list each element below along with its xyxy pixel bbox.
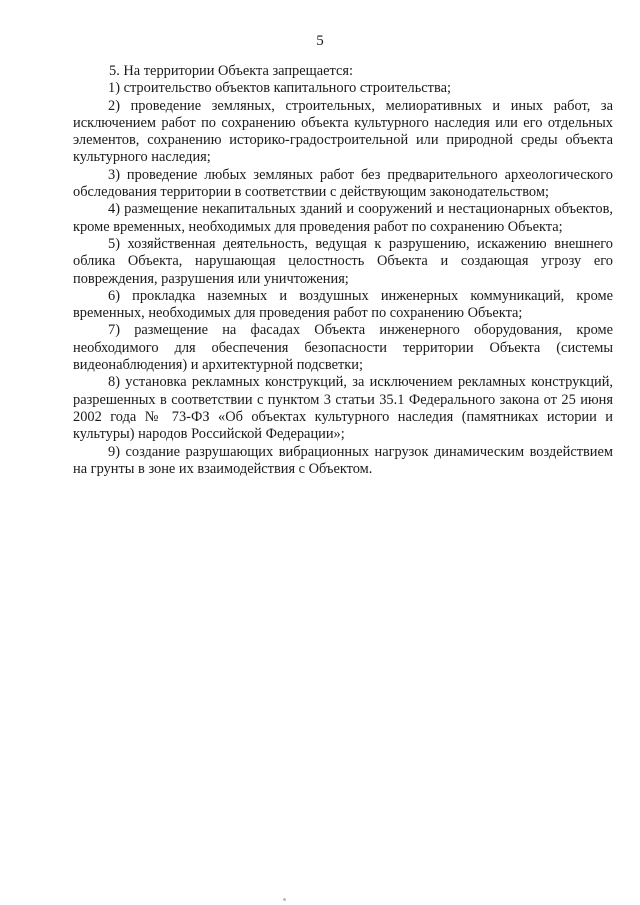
list-item-6: 6) прокладка наземных и воздушных инженерных коммуникаций, кроме временных, необходимых для проведения работ по сохранению Объекта; xyxy=(73,287,613,322)
list-item-7: 7) размещение на фасадах Объекта инженерного оборудования, кроме необходимого для обеспечения безопасности территории Объекта (системы видеонаблюдения) и архитектурной подсветки; xyxy=(73,322,613,374)
list-item-1: 1) строительство объектов капитального строительства; xyxy=(108,80,451,97)
section-intro: 5. На территории Объекта запрещается: xyxy=(109,63,353,79)
list-item-9: 9) создание разрушающих вибрационных нагрузок динамическим воздействием на грунты в зоне их взаимодействия с Объектом. xyxy=(73,443,613,477)
list-item-2: 2) проведение земляных, строительных, мелиоративных и иных работ, за исключением работ по сохранению объекта культурного наследия или его отдельных элементов, сохранению историко-градостроительной или природной среды объекта культурного наследия; xyxy=(73,97,613,166)
list-item-4: 4) размещение некапитальных зданий и сооружений и нестационарных объектов, кроме временных, необходимых для проведения работ по сохранению Объекта; xyxy=(73,201,613,235)
list-item-8: 8) установка рекламных конструкций, за исключением рекламных конструкций, разрешенных в соответствии с пунктом 3 статьи 35.1 Федерального закона от 25 июня 2002 года № 73-ФЗ «Об объектах культурного наследия (памятниках истории и культуры) народов Российской Федерации»; xyxy=(73,374,613,443)
document-body xyxy=(73,63,613,478)
list-item-5: 5) хозяйственная деятельность, ведущая к разрушению, искажению внешнего облика Объекта, нарушающая целостность Объекта и создающая угрозу его повреждения, разрушения или уничтожения; xyxy=(73,235,613,287)
page-number: 5 xyxy=(316,33,324,49)
list-item-3: 3) проведение любых земляных работ без предварительного археологического обследования территории в соответствии с действующим законодательством; xyxy=(73,166,613,201)
scan-dot-mark xyxy=(283,898,286,901)
